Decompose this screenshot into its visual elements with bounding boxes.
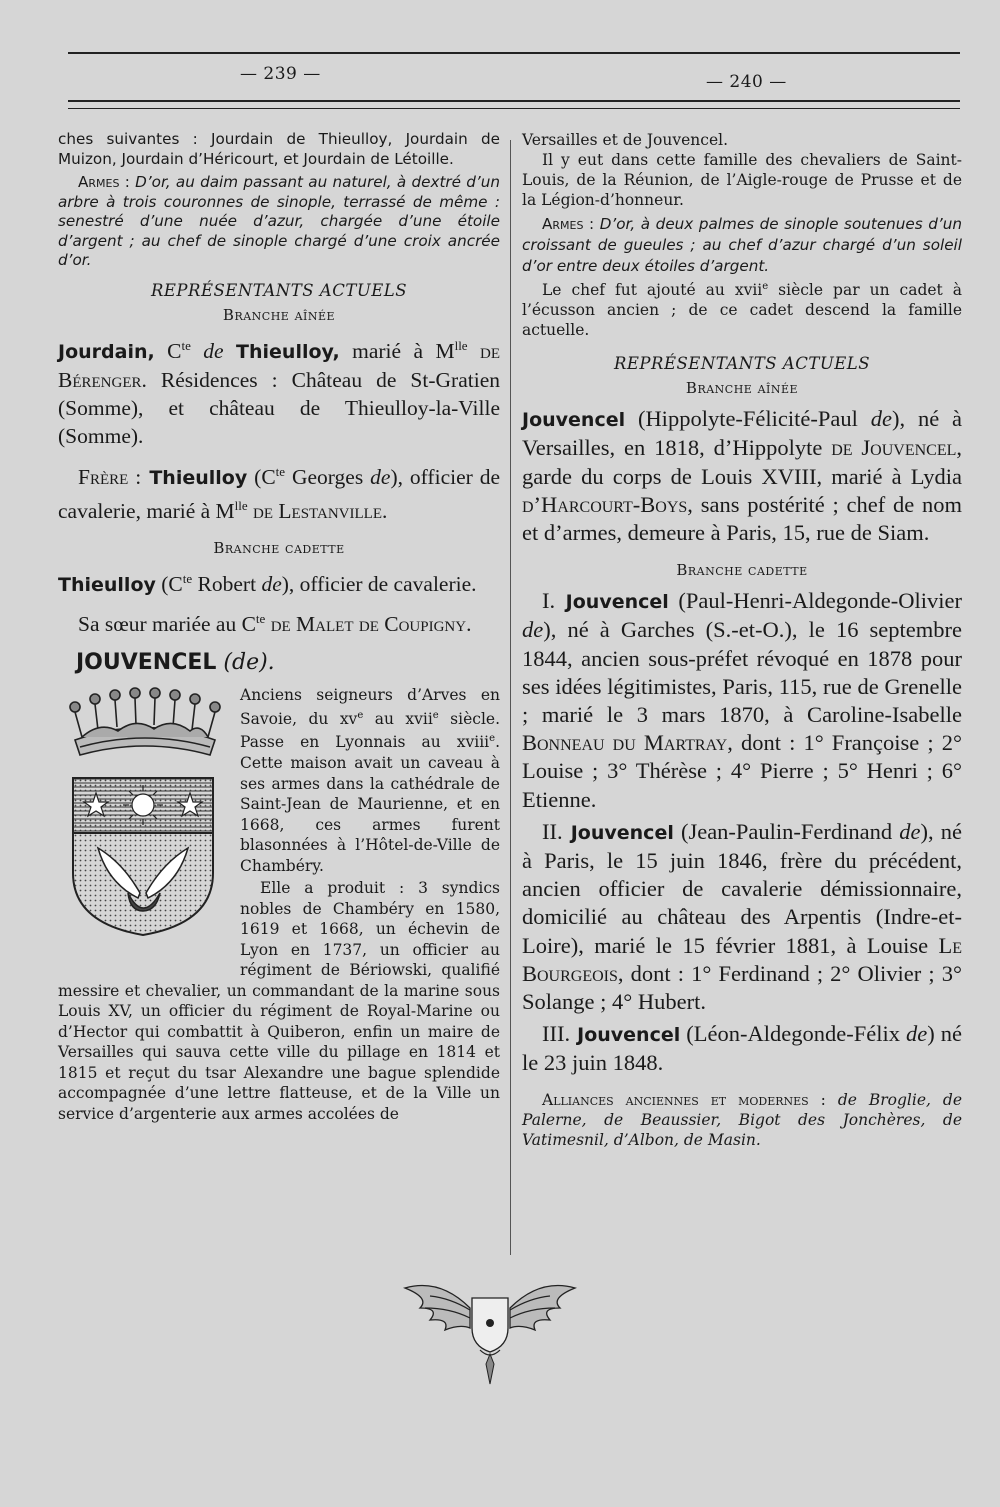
entry-name: Jouvencel [522,409,626,432]
text: (Hippolyte-Félicité-Paul [625,406,871,432]
frere-entry [58,458,500,525]
text: dont : 1° Ferdinand ; 2° Olivier ; 3° Solange ; 4° Hubert. [522,960,962,1015]
winged-emblem-icon [400,1268,580,1388]
text: ), officier de cavalerie, marié à M [58,464,500,523]
family-title-text: JOUVENCEL [76,650,217,676]
arms-paragraph [522,214,962,277]
text: ) né le 23 juin 1848. [522,1021,963,1076]
sup: lle [454,337,468,353]
family-name: de Bérenger. [58,338,501,392]
text: Sa sœur mariée au C [78,612,256,637]
particle: de [522,617,544,643]
text: (Léon-Aldegonde-Félix [680,1021,906,1047]
branch-label: Branche aînée [685,379,799,398]
label: Frère : [78,464,142,489]
arms-label: Armes : [78,173,130,191]
text: (C [247,464,276,489]
jourdain-entry [58,332,500,450]
alliances-paragraph [522,1090,962,1150]
particle: de [370,464,391,489]
header-rule [68,100,960,102]
coat-of-arms-icon [68,773,218,938]
text: C [154,338,182,363]
entry-name: Jouvencel [562,821,674,844]
text: Robert [192,572,262,597]
page-number-right: — 240 — [706,72,787,92]
text: ), né à Paris, le 15 juin 1846, frère du précédent, ancien officier de cavalerie démissionnaire, domicilié au château des Arpentis (Indre-et-Loire), marié le 15 février 1881, à Louise [522,818,962,958]
orders-paragraph: Il y eut dans cette famille des chevaliers de Saint-Louis, de la Réunion, de l’Aigle-rouge de Prusse et de la Légion-d’honneur. [522,151,962,209]
arms-text: D’or, à deux palmes de sinople soutenues d’un croissant de gueules ; au chef d’azur chargé d’un soleil d’or entre deux étoiles d’argent. [522,215,962,275]
particle: de [899,818,921,844]
header-rule-2 [68,108,960,109]
family-title [76,650,500,675]
entry-i [522,587,962,814]
right-column [522,130,962,1150]
arms-paragraph [58,173,500,271]
particle: de [190,338,237,363]
text: Georges [285,464,371,489]
text [468,339,480,363]
hippolyte-entry [522,405,962,547]
text: au xvii [363,709,433,728]
text: (Jean-Paulin-Ferdinand [673,818,900,844]
text: (C [155,572,183,597]
particle: (de). [216,650,275,676]
alliances-label: Alliances anciennes et modernes : [542,1090,826,1109]
entry-name: Thieulloy [58,574,156,597]
text: ), né à Versailles, en 1818, d’Hippolyte [522,406,962,461]
sup: te [181,337,191,353]
text: marié à M [339,338,455,363]
particle: de [906,1021,928,1047]
text: siècle par un cadet à l’écusson ancien ; de ce cadet descend la famille actuelle. [522,281,962,340]
text: siècle. Passe en Lyonnais au xviii [240,709,500,752]
text: Le chef fut ajouté au xvii [542,281,763,300]
sup: te [255,611,266,627]
arms-label: Armes : [542,215,595,233]
jouvencel-produced: Elle a produit : 3 syndics nobles de Chambéry en 1580, 1619 et 1668, un échevin de Lyon en 1737, un officier au régiment de Bériowski, qualifié messire et chevalier, un commandant de la marine sous Louis XV, un officier du régiment de Royal-Marine ou d’Hector qui combattit à Quiberon, enfin un maire de Versailles qui sauva cette ville du pillage en 1814 et 1815 et reçut du tsar Alexandre une bague splendide accompagnée d’une lettre flatteuse, et de la Ville un service d’argenterie aux armes accolées de [58,879,500,1123]
sup: te [182,570,193,586]
text: Anciens seigneurs d’Arves en Savoie, du xv [240,686,500,728]
particle: de [261,572,282,597]
arms-text: D’or, au daim passant au naturel, à dextré d’un arbre à trois couronnes de sinople, terrassé de même : senestré d’une nuée d’azur, chargée d’une étoile d’argent ; au chef de sinople chargé d’une croix ancrée d’or. [58,173,500,269]
sup: e [489,733,496,745]
entry-number: III. [542,1021,571,1047]
family-name: Le Bourgeois, [522,932,962,986]
entry-name: Thieulloy, [236,340,340,363]
column-separator [510,140,511,1255]
sup: e [762,281,769,292]
entry-number: II. [542,818,563,844]
branch-label: Branche cadette [213,538,345,557]
family-name: de Lestanville. [253,498,388,523]
section-heading: REPRÉSENTANTS ACTUELS [150,280,408,300]
particle: de [870,406,892,432]
sup: te [275,463,286,479]
alliances-text: de Broglie, de Palerne, de Beaussier, Bigot des Jonchères, de Vatimesnil, d’Albon, de Masin. [522,1090,962,1149]
section-heading: REPRÉSENTANTS ACTUELS [613,354,871,374]
sup: lle [234,497,248,513]
sup: e [357,709,364,721]
entry-number: I. [542,588,556,614]
branch-label: Branche aînée [222,305,336,324]
family-name: d’Harcourt-Boys, [522,491,693,517]
family-name: Bonneau du Martray, [522,730,733,756]
text: garde du corps de Louis XVIII, marié à Lydia [522,463,962,489]
text: dont : 1° Françoise ; 2° Louise ; 3° Thérèse ; 4° Pierre ; 5° Henri ; 6° Etienne. [522,730,962,812]
text: ), né à Garches (S.-et-O.), le 16 septembre 1844, ancien sous-préfet révoqué en 1878 pour ses idées légitimistes, Paris, 115, rue de Grenelle ; marié le 3 mars 1870, à Caroline-Isabelle [522,617,962,727]
entry-ii [522,818,962,1016]
entry-iii [522,1020,962,1077]
entry-name: Jouvencel [555,591,669,614]
family-name: de Malet de Coupigny. [270,612,472,637]
entry-name: Jouvencel [570,1024,681,1047]
family-name: de Jouvencel, [831,435,962,461]
text: (Paul-Henri-Aldegonde-Olivier [668,588,962,614]
intro-paragraph: ches suivantes : Jourdain de Thieulloy, Jourdain de Muizon, Jourdain d’Héricourt, et Jourdain de Létoille. [58,130,500,168]
text: Résidences : Château de St-Gratien (Somme), et château de Thieulloy-la-Ville (Somme). [58,367,500,448]
top-rule [68,52,960,54]
entry-name: Thieulloy [141,466,248,489]
arms-illustration [56,685,234,965]
text: ), officier de cavalerie. [281,572,477,597]
left-column [58,130,500,1124]
paragraph: Versailles et de Jouvencel. [522,131,729,149]
text: sans postérité ; chef de nom et d’armes, demeure à Paris, 15, rue de Siam. [522,491,962,545]
page-number-left: — 239 — [240,64,321,84]
cadette-entry [58,565,500,599]
sup: e [432,709,439,721]
soeur-entry [58,605,500,638]
text: . Cette maison avait un caveau à ses armes dans la cathédrale de Saint-Jean de Maurienne, et en 1668, ces armes furent blasonnées à l’Hôtel-de-Ville de Chambéry. [240,733,500,875]
crown-icon [60,685,230,760]
chef-paragraph [522,277,962,340]
entry-name: Jourdain, [58,340,155,363]
branch-label: Branche cadette [676,561,808,580]
